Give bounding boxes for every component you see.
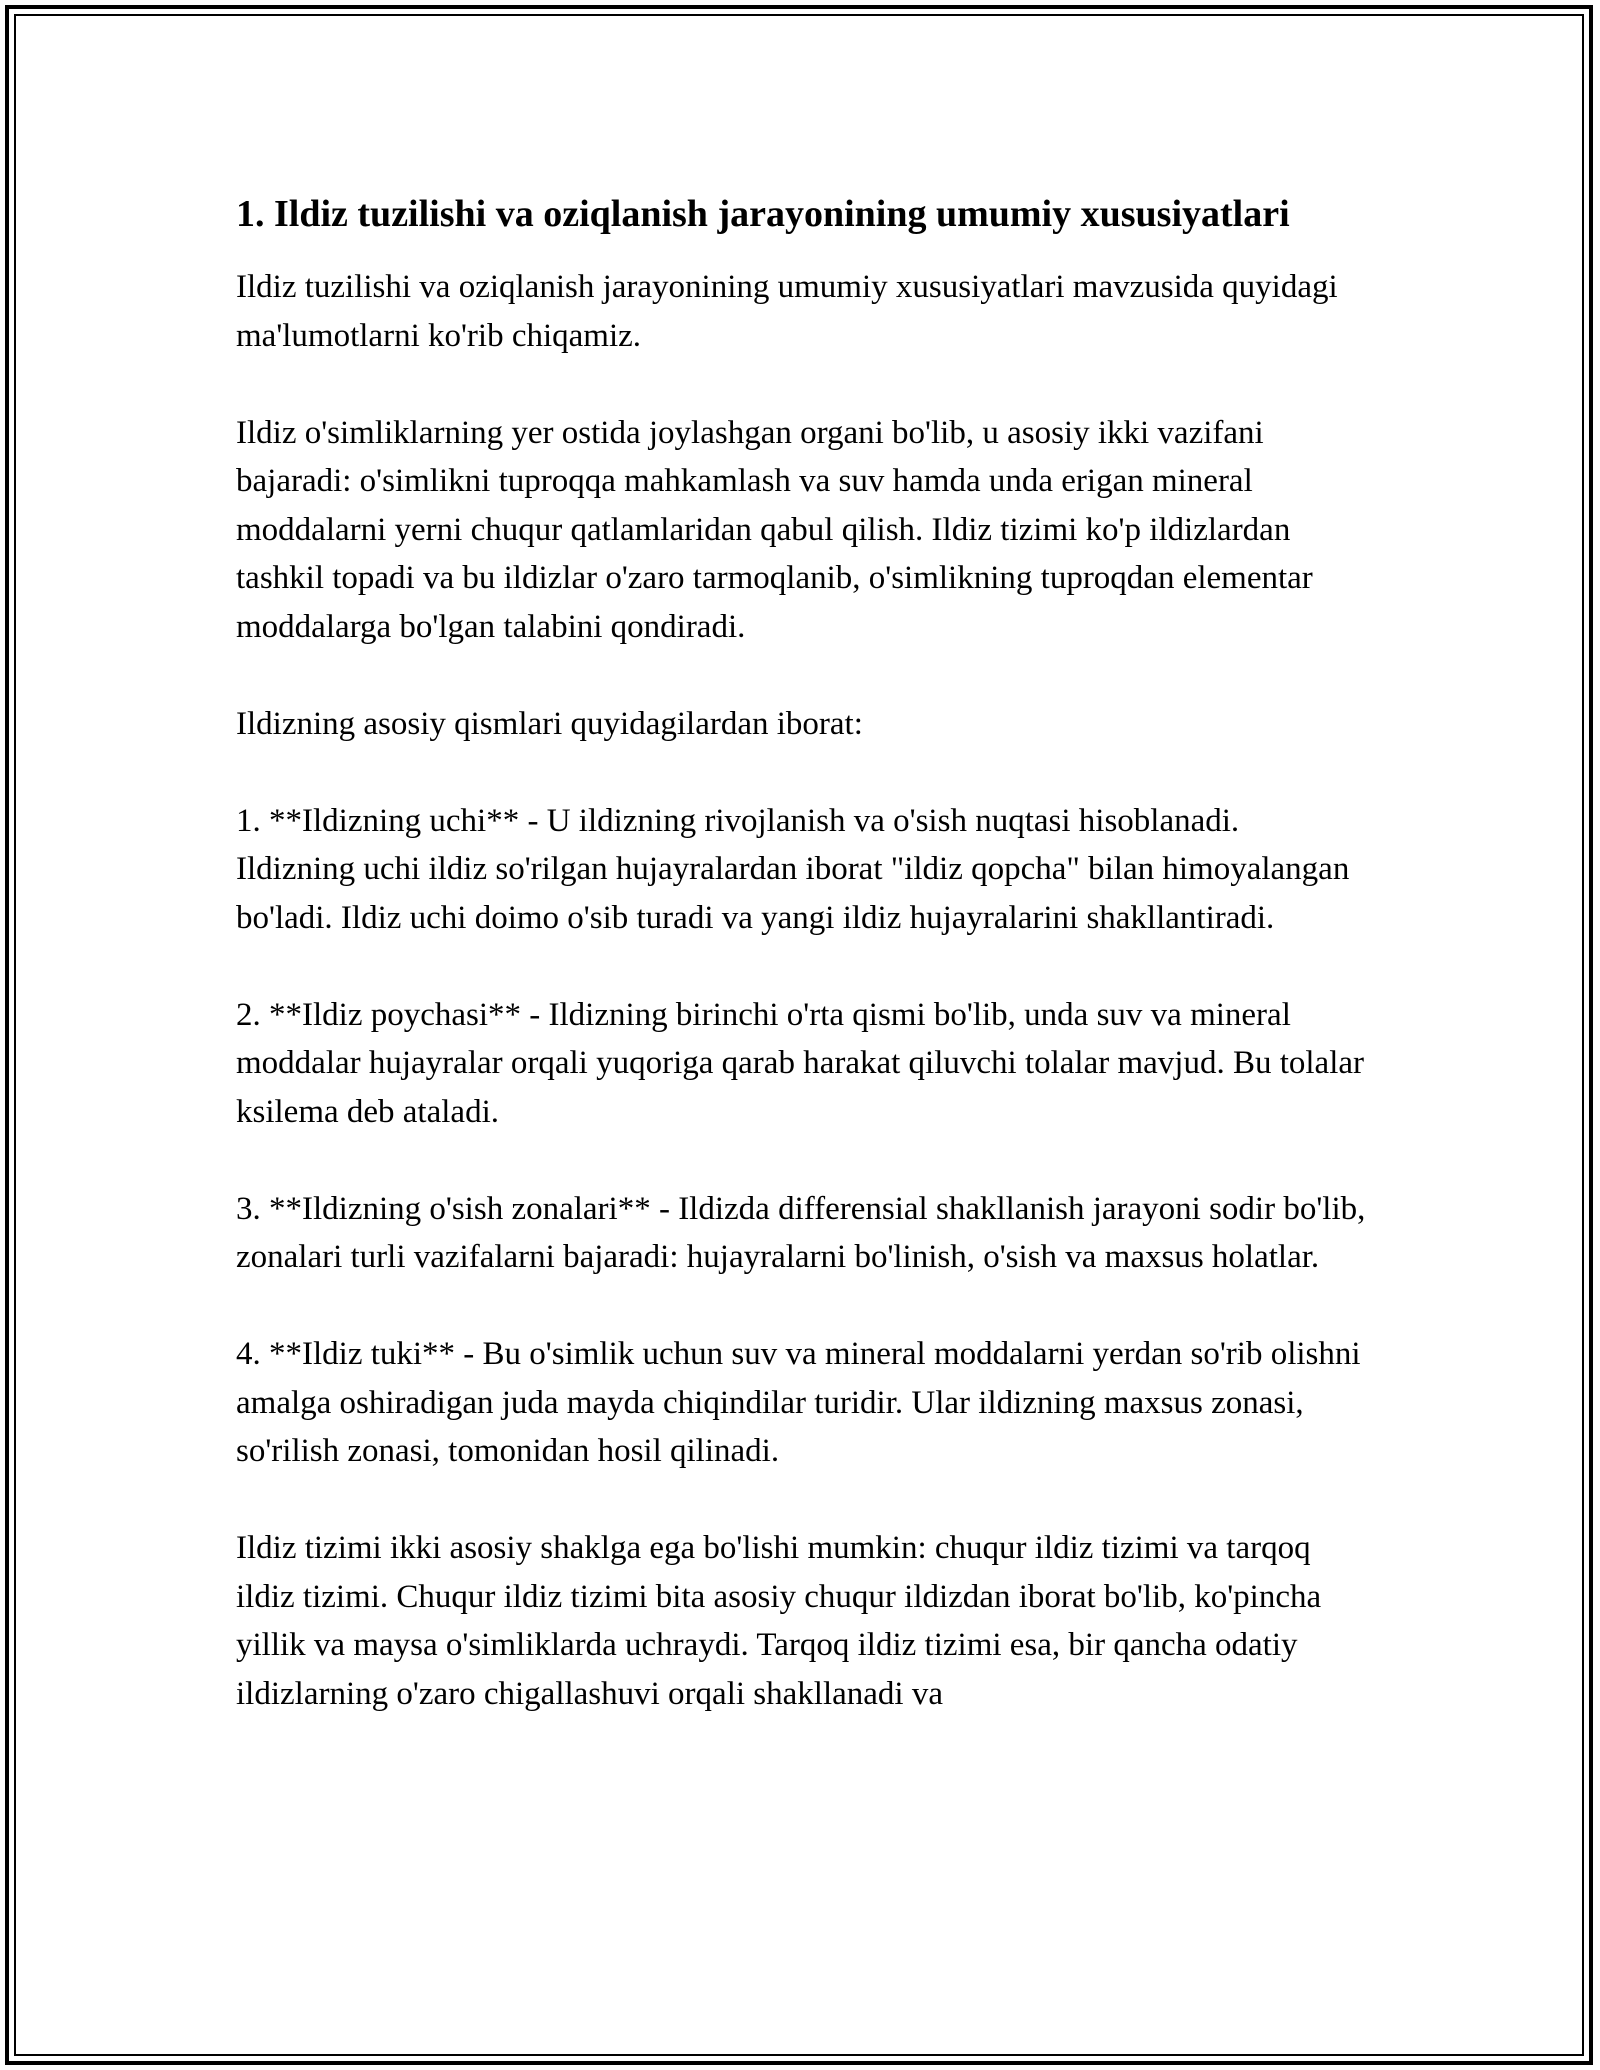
paragraph-spacer bbox=[236, 1282, 1366, 1331]
paragraph-intro: Ildiz tuzilishi va oziqlanish jarayonining umumiy xususiyatlari mavzusida quyidagi ma'lumotlarni ko'rib chiqamiz. bbox=[236, 269, 1338, 354]
paragraph-root-definition: Ildiz o'simliklarning yer ostida joylashgan organi bo'lib, u asosiy ikki vazifani bajaradi: o'simlikni tuproqqa mahkamlash va suv hamda unda erigan mineral moddalarni yerni chuqur qatlamlaridan qabul qilish. Ildiz tizimi ko'p ildizlardan tashkil topadi va bu ildizlar o'zaro tarmoqlanib, o'simlikning tuproqdan elementar moddalarga bo'lgan talabini qondiradi. bbox=[236, 414, 1313, 645]
paragraph-spacer bbox=[236, 651, 1366, 700]
list-item-root-hairs: 4. **Ildiz tuki** - Bu o'simlik uchun suv va mineral moddalarni yerdan so'rib olishni amalga oshiradigan juda mayda chiqindilar turidir. Ular ildizning maxsus zonasi, so'rilish zonasi, tomonidan hosil qilinadi. bbox=[236, 1336, 1361, 1469]
document-title: 1. Ildiz tuzilishi va oziqlanish jarayonining umumiy xususiyatlari bbox=[236, 193, 1290, 235]
paragraph-spacer bbox=[236, 748, 1366, 797]
paragraph-spacer bbox=[236, 942, 1366, 991]
paragraph-spacer bbox=[236, 1476, 1366, 1525]
paragraph-root-systems: Ildiz tizimi ikki asosiy shaklga ega bo'lishi mumkin: chuqur ildiz tizimi va tarqoq ildiz tizimi. Chuqur ildiz tizimi bita asosiy chuqur ildizdan iborat bo'lib, ko'pincha yillik va maysa o'simliklarda uchraydi. Tarqoq ildiz tizimi esa, bir qancha odatiy ildizlarning o'zaro chigallashuvi orqali shakllanadi va bbox=[236, 1530, 1322, 1712]
paragraph-spacer bbox=[236, 1136, 1366, 1185]
document-page bbox=[236, 187, 1366, 1718]
paragraph-spacer bbox=[236, 360, 1366, 409]
title-spacer bbox=[236, 241, 1366, 263]
list-item-growth-zones: 3. **Ildizning o'sish zonalari** - Ildizda differensial shakllanish jarayoni sodir bo'lib, zonalari turli vazifalarni bajaradi: hujayralarni bo'linish, o'sish va maxsus holatlar. bbox=[236, 1190, 1366, 1275]
paragraph-root-parts-intro: Ildizning asosiy qismlari quyidagilardan iborat: bbox=[236, 705, 863, 742]
list-item-root-tip: 1. **Ildizning uchi** - U ildizning rivojlanish va o'sish nuqtasi hisoblanadi. Ildizning uchi ildiz so'rilgan hujayralardan iborat "ildiz qopcha" bilan himoyalangan bo'ladi. Ildiz uchi doimo o'sib turadi va yangi ildiz hujayralarini shakllantiradi. bbox=[236, 802, 1350, 936]
list-item-root-stem: 2. **Ildiz poychasi** - Ildizning birinchi o'rta qismi bo'lib, unda suv va mineral moddalar hujayralar orqali yuqoriga qarab harakat qiluvchi tolalar mavjud. Bu tolalar ksilema deb ataladi. bbox=[236, 996, 1365, 1130]
